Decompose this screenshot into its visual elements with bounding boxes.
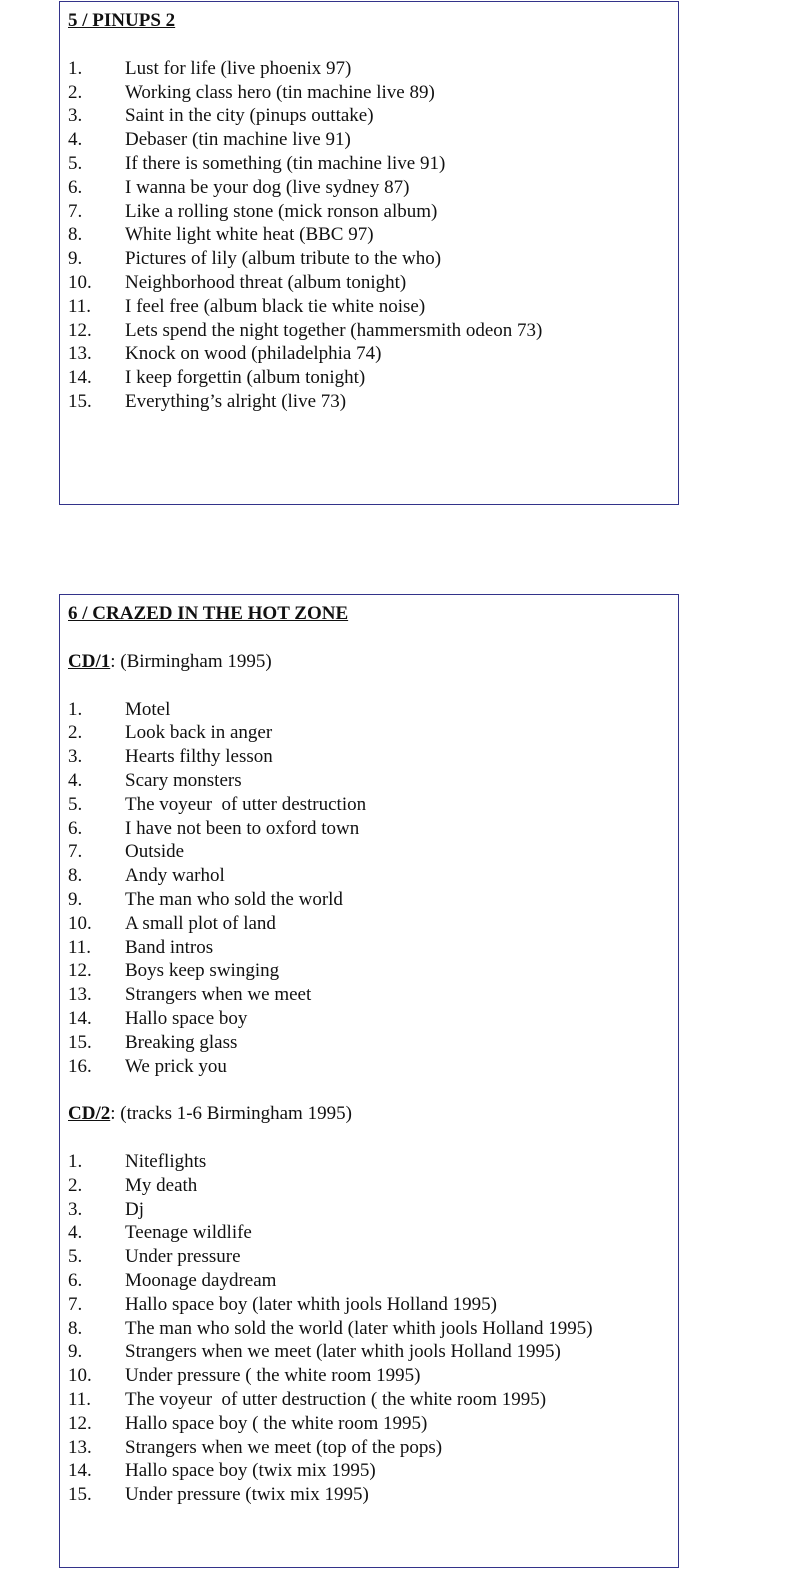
track-number: 16.: [68, 1055, 92, 1077]
track-number: 6.: [68, 817, 83, 839]
track-item: [68, 817, 678, 841]
track-item: [68, 1055, 678, 1079]
track-item: [68, 1364, 678, 1388]
track-title: My death: [125, 1174, 198, 1196]
track-number: 13.: [68, 1436, 92, 1458]
track-item: [68, 959, 678, 983]
track-title: The man who sold the world: [125, 888, 343, 910]
track-title: Like a rolling stone (mick ronson album): [125, 200, 438, 222]
track-item: [68, 1340, 678, 1364]
track-item: [68, 1221, 678, 1245]
track-title: Hallo space boy (later whith jools Holland 1995): [125, 1293, 498, 1315]
track-number: 6.: [68, 176, 83, 198]
track-item: [68, 1317, 678, 1341]
track-list: [68, 1150, 678, 1507]
track-item: [68, 1269, 678, 1293]
track-number: 12.: [68, 1412, 92, 1434]
track-title: Hearts filthy lesson: [125, 746, 273, 768]
track-item: [68, 1293, 678, 1317]
track-item: [68, 912, 678, 936]
track-number: 6.: [68, 1269, 83, 1291]
track-title: The voyeur of utter destruction: [125, 793, 367, 815]
track-number: 8.: [68, 1317, 83, 1339]
track-item: [68, 1031, 678, 1055]
track-item: [68, 223, 678, 247]
track-title: Lust for life (live phoenix 97): [125, 57, 352, 79]
track-number: 15.: [68, 390, 92, 412]
track-number: 5.: [68, 1246, 83, 1268]
track-title: Moonage daydream: [125, 1269, 277, 1291]
track-number: 7.: [68, 1293, 83, 1315]
track-item: [68, 200, 678, 224]
track-item: [68, 1198, 678, 1222]
track-number: 14.: [68, 367, 92, 389]
track-item: [68, 721, 678, 745]
section-title: 5 / PINUPS 2: [68, 10, 176, 31]
crazed-in-the-hot-zone-box: [59, 594, 679, 1568]
track-number: 7.: [68, 841, 83, 863]
track-number: 14.: [68, 1007, 92, 1029]
track-title: I feel free (album black tie white noise): [125, 295, 426, 317]
track-number: 4.: [68, 1222, 83, 1244]
track-number: 1.: [68, 698, 83, 720]
track-item: [68, 1150, 678, 1174]
track-title: Saint in the city (pinups outtake): [125, 105, 374, 127]
track-title: Under pressure: [125, 1246, 241, 1268]
track-item: [68, 1388, 678, 1412]
track-title: Motel: [125, 698, 171, 720]
track-item: [68, 983, 678, 1007]
track-title: Hallo space boy ( the white room 1995): [125, 1412, 428, 1434]
track-item: [68, 745, 678, 769]
track-item: [68, 81, 678, 105]
track-title: Strangers when we meet (later whith jools Holland 1995): [125, 1341, 561, 1363]
track-item: [68, 57, 678, 81]
track-item: [68, 936, 678, 960]
track-number: 13.: [68, 984, 92, 1006]
track-title: The man who sold the world (later whith jools Holland 1995): [125, 1317, 593, 1339]
track-item: [68, 271, 678, 295]
track-number: 2.: [68, 81, 83, 103]
track-item: [68, 176, 678, 200]
track-item: [68, 1007, 678, 1031]
track-number: 15.: [68, 1031, 92, 1053]
cd-note: : (Birmingham 1995): [110, 650, 272, 672]
track-title: Under pressure ( the white room 1995): [125, 1365, 421, 1387]
track-item: [68, 104, 678, 128]
section-title: 6 / CRAZED IN THE HOT ZONE: [68, 603, 349, 624]
track-item: [68, 342, 678, 366]
track-title: White light white heat (BBC 97): [125, 224, 374, 246]
track-number: 4.: [68, 769, 83, 791]
track-title: Everything’s alright (live 73): [125, 390, 347, 412]
track-number: 3.: [68, 746, 83, 768]
track-title: Hallo space boy (twix mix 1995): [125, 1460, 376, 1482]
track-item: [68, 390, 678, 414]
cd-label: CD/1: [68, 650, 111, 672]
track-number: 1.: [68, 1150, 83, 1172]
cd-heading: [68, 650, 678, 674]
track-item: [68, 247, 678, 271]
track-title: Teenage wildlife: [125, 1222, 252, 1244]
track-number: 1.: [68, 57, 83, 79]
track-number: 2.: [68, 722, 83, 744]
track-number: 12.: [68, 960, 92, 982]
track-number: 9.: [68, 248, 83, 270]
track-title: Hallo space boy: [125, 1007, 248, 1029]
track-item: [68, 152, 678, 176]
track-title: The voyeur of utter destruction ( the white room 1995): [125, 1388, 547, 1410]
track-item: [68, 128, 678, 152]
track-title: A small plot of land: [125, 912, 276, 934]
track-title: Debaser (tin machine live 91): [125, 129, 351, 151]
track-title: Niteflights: [125, 1150, 207, 1172]
track-title: We prick you: [125, 1055, 227, 1077]
track-title: Knock on wood (philadelphia 74): [125, 343, 382, 365]
track-item: [68, 769, 678, 793]
track-title: Strangers when we meet: [125, 984, 312, 1006]
cd-note: : (tracks 1-6 Birmingham 1995): [110, 1103, 352, 1125]
track-item: [68, 888, 678, 912]
track-number: 3.: [68, 105, 83, 127]
track-item: [68, 366, 678, 390]
track-title: Pictures of lily (album tribute to the who): [125, 248, 442, 270]
track-title: Scary monsters: [125, 769, 242, 791]
track-number: 15.: [68, 1484, 92, 1506]
track-number: 7.: [68, 200, 83, 222]
track-title: Under pressure (twix mix 1995): [125, 1484, 369, 1506]
cd-heading: [68, 1102, 678, 1126]
track-number: 9.: [68, 1341, 83, 1363]
pinups-2-box: [59, 1, 679, 505]
track-title: Working class hero (tin machine live 89): [125, 81, 435, 103]
track-number: 10.: [68, 912, 92, 934]
track-item: [68, 319, 678, 343]
track-list: [68, 698, 678, 1079]
track-number: 5.: [68, 152, 83, 174]
track-title: Strangers when we meet (top of the pops): [125, 1436, 443, 1458]
track-number: 11.: [68, 1388, 92, 1410]
track-title: Look back in anger: [125, 722, 273, 744]
track-item: [68, 793, 678, 817]
track-number: 14.: [68, 1460, 92, 1482]
track-number: 12.: [68, 319, 92, 341]
track-title: Andy warhol: [125, 865, 225, 887]
track-number: 9.: [68, 888, 83, 910]
track-number: 8.: [68, 224, 83, 246]
track-number: 4.: [68, 129, 83, 151]
track-title: If there is something (tin machine live 91): [125, 152, 446, 174]
track-item: [68, 1245, 678, 1269]
track-item: [68, 1174, 678, 1198]
track-item: [68, 1436, 678, 1460]
cd-label: CD/2: [68, 1103, 111, 1125]
track-title: Band intros: [125, 936, 214, 958]
track-list: [68, 57, 678, 414]
track-title: Dj: [125, 1198, 144, 1220]
track-item: [68, 1483, 678, 1507]
track-title: Neighborhood threat (album tonight): [125, 271, 407, 293]
track-item: [68, 864, 678, 888]
track-item: [68, 698, 678, 722]
track-title: I have not been to oxford town: [125, 817, 360, 839]
track-title: Boys keep swinging: [125, 960, 280, 982]
track-number: 13.: [68, 343, 92, 365]
track-number: 11.: [68, 936, 92, 958]
track-item: [68, 840, 678, 864]
track-title: Breaking glass: [125, 1031, 238, 1053]
track-number: 11.: [68, 295, 92, 317]
track-number: 3.: [68, 1198, 83, 1220]
track-title: I wanna be your dog (live sydney 87): [125, 176, 410, 198]
track-item: [68, 1459, 678, 1483]
track-number: 10.: [68, 1365, 92, 1387]
track-title: Outside: [125, 841, 185, 863]
track-item: [68, 1412, 678, 1436]
track-number: 10.: [68, 271, 92, 293]
track-item: [68, 295, 678, 319]
track-number: 8.: [68, 865, 83, 887]
track-number: 2.: [68, 1174, 83, 1196]
track-title: Lets spend the night together (hammersmith odeon 73): [125, 319, 543, 341]
track-number: 5.: [68, 793, 83, 815]
track-title: I keep forgettin (album tonight): [125, 367, 366, 389]
